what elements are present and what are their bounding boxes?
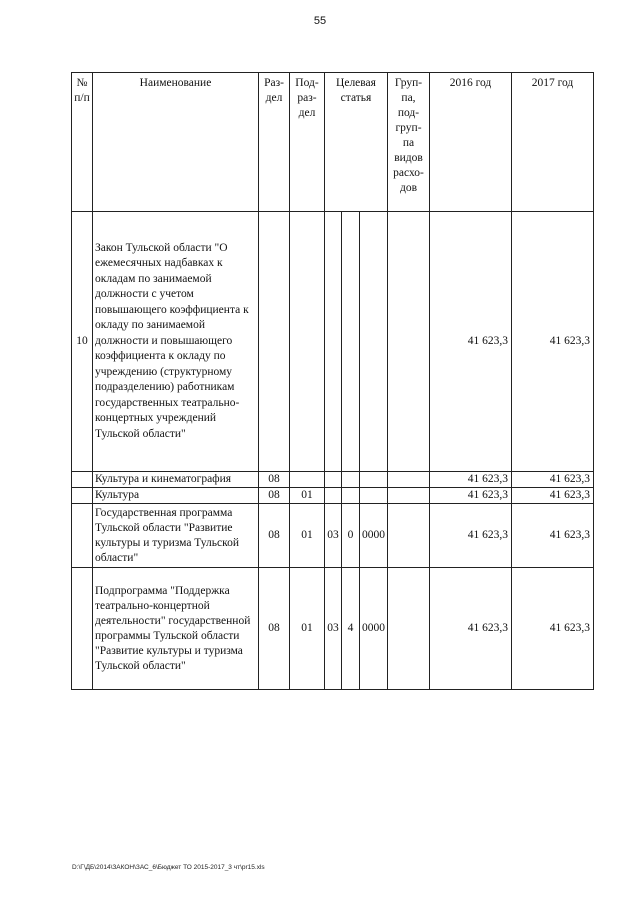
page-number: 55 <box>313 15 327 27</box>
row-name: Подпрограмма "Поддержка театрально-концертной деятельности" государственной программы Тульской области "Развитие культуры и туризма Тульской области" <box>93 568 259 690</box>
row-target-3: 0000 <box>360 568 388 690</box>
row-target-2 <box>342 212 360 472</box>
header-group: Груп-па, под-груп-па видов расхо-дов <box>388 73 430 212</box>
header-section: Раз-дел <box>259 73 290 212</box>
row-subsection <box>290 472 325 488</box>
row-subsection: 01 <box>290 504 325 568</box>
row-target-3 <box>360 212 388 472</box>
row-2017: 41 623,3 <box>512 504 594 568</box>
header-target: Целевая статья <box>325 73 388 212</box>
header-2017: 2017 год <box>512 73 594 212</box>
row-2017: 41 623,3 <box>512 568 594 690</box>
row-section: 08 <box>259 488 290 504</box>
row-group <box>388 488 430 504</box>
row-2017: 41 623,3 <box>512 488 594 504</box>
row-num <box>72 472 93 488</box>
row-subsection: 01 <box>290 568 325 690</box>
row-target-2 <box>342 472 360 488</box>
table-row <box>72 488 594 504</box>
table-row <box>72 212 594 472</box>
table-row <box>72 568 594 690</box>
budget-table <box>71 72 594 690</box>
row-group <box>388 568 430 690</box>
row-name: Закон Тульской области "О ежемесячных надбавках к окладам по занимаемой должности с учетом повышающего коэффициента к окладу по занимаемой должности и повышающего коэффициента к окладу по учреждению (структурному подразделению) работникам государственных театрально-концертных учреждений Тульской области" <box>93 212 259 472</box>
row-target-3 <box>360 472 388 488</box>
row-target-1 <box>325 472 342 488</box>
row-num <box>72 568 93 690</box>
row-name: Государственная программа Тульской области "Развитие культуры и туризма Тульской области" <box>93 504 259 568</box>
table-row <box>72 504 594 568</box>
row-num <box>72 504 93 568</box>
row-section: 08 <box>259 504 290 568</box>
table-header-row <box>72 73 594 212</box>
row-target-1 <box>325 212 342 472</box>
row-group <box>388 212 430 472</box>
header-2016: 2016 год <box>430 73 512 212</box>
row-2016: 41 623,3 <box>430 568 512 690</box>
header-num: № п/п <box>72 73 93 212</box>
row-2017: 41 623,3 <box>512 212 594 472</box>
row-name: Культура и кинематография <box>93 472 259 488</box>
row-2016: 41 623,3 <box>430 504 512 568</box>
row-target-1: 03 <box>325 504 342 568</box>
row-num: 10 <box>72 212 93 472</box>
header-name: Наименование <box>93 73 259 212</box>
file-path-footer: D:\Г\ДБ\2014\ЗАКОН\ЗАС_6\Бюджет ТО 2015-2017_3 чт\pr15.xls <box>72 864 265 871</box>
row-target-3 <box>360 488 388 504</box>
row-section: 08 <box>259 472 290 488</box>
row-group <box>388 472 430 488</box>
row-2016: 41 623,3 <box>430 488 512 504</box>
row-target-2: 4 <box>342 568 360 690</box>
row-subsection <box>290 212 325 472</box>
row-target-1 <box>325 488 342 504</box>
row-2017: 41 623,3 <box>512 472 594 488</box>
row-2016: 41 623,3 <box>430 472 512 488</box>
row-group <box>388 504 430 568</box>
row-target-3: 0000 <box>360 504 388 568</box>
row-section <box>259 212 290 472</box>
row-subsection: 01 <box>290 488 325 504</box>
row-target-2 <box>342 488 360 504</box>
header-subsection: Под-раз-дел <box>290 73 325 212</box>
row-target-1: 03 <box>325 568 342 690</box>
row-num <box>72 488 93 504</box>
row-section: 08 <box>259 568 290 690</box>
row-2016: 41 623,3 <box>430 212 512 472</box>
row-target-2: 0 <box>342 504 360 568</box>
table-row <box>72 472 594 488</box>
row-name: Культура <box>93 488 259 504</box>
